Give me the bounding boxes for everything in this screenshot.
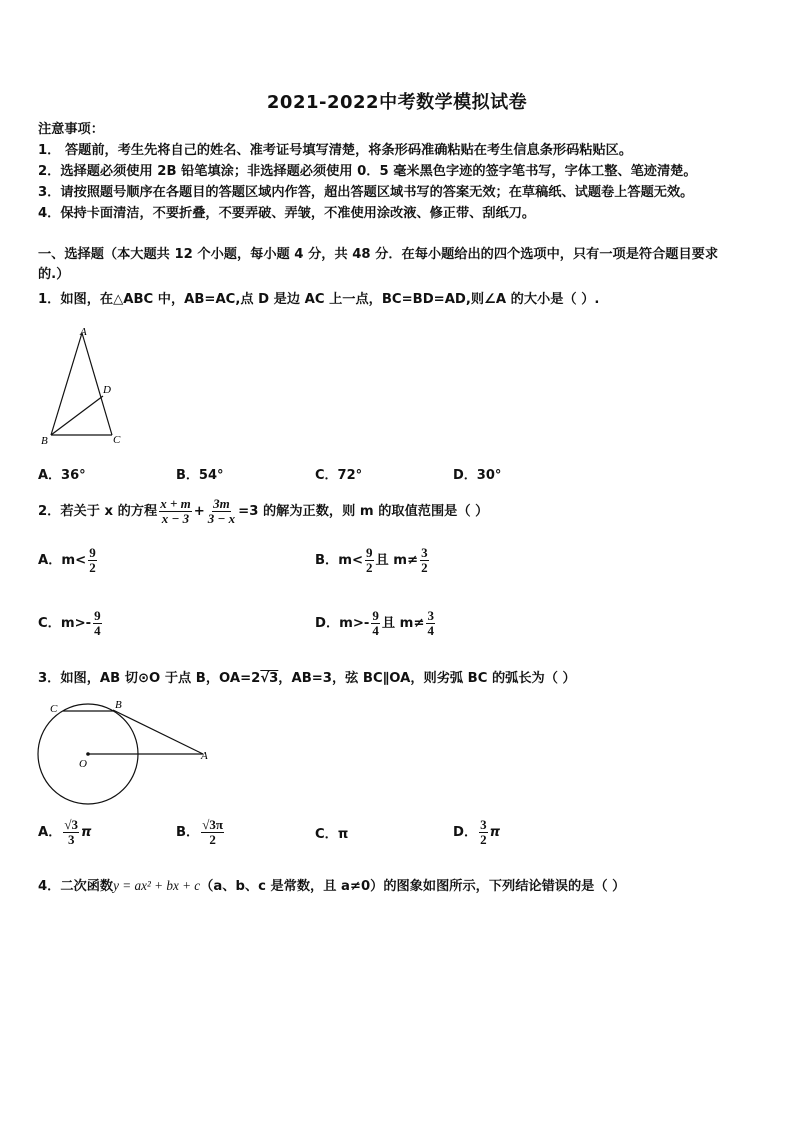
q1-option-d: D．30° [453, 468, 502, 483]
q3-optA-den: 3 [67, 832, 75, 847]
q2-option-b-mid: 且 m≠ [375, 552, 419, 568]
q3-option-a-prefix: A． [38, 824, 62, 840]
q1-segment-bd [51, 396, 103, 435]
q3-stem-pre: 3．如图，AB 切⊙O 于点 B，OA=2 [38, 671, 261, 686]
q2-plus: + [193, 503, 205, 519]
q3-optB-num: √3π [202, 817, 224, 832]
notice-item-3: 3．请按照题号顺序在各题目的答题区域内作答，超出答题区域书写的答案无效；在草稿纸、试题卷上答题无效。 [38, 185, 694, 200]
q3-center-dot [86, 752, 90, 756]
q3-stem-post: ，AB=3，弦 BC∥OA，则劣弧 BC 的弧长为（ ） [278, 671, 576, 686]
q3-label-a: A [201, 750, 208, 762]
q3-option-b [176, 818, 226, 847]
q1-stem: 1．如图，在△ABC 中，AB=AC,点 D 是边 AC 上一点，BC=BD=AD,则∠A 的大小是（ ）. [38, 292, 600, 307]
q2-frac1-denominator: x − 3 [161, 511, 190, 526]
q4-stem-pre: 4．二次函数 [38, 879, 114, 894]
q3-option-a [38, 818, 91, 847]
q2-option-a-fraction [88, 546, 97, 575]
q3-optD-num: 3 [480, 817, 487, 832]
q3-option-d-prefix: D． [453, 824, 478, 840]
q2-optB-num2: 3 [421, 545, 428, 560]
q3-option-b-prefix: B． [176, 824, 200, 840]
section-heading-cont: 的.） [38, 267, 70, 282]
q2-optA-den: 2 [89, 560, 96, 575]
q3-label-b: B [115, 699, 122, 711]
q2-optC-num: 9 [94, 608, 101, 623]
q2-optD-num: 9 [372, 608, 379, 623]
q3-option-a-pi: π [81, 824, 92, 840]
q2-option-c [38, 609, 104, 638]
q2-optD-den2: 4 [427, 623, 434, 638]
q3-sqrt3: √3 [260, 671, 279, 686]
q3-stem [38, 671, 576, 687]
q2-option-b-prefix: B．m< [315, 552, 364, 568]
q2-optD-num2: 3 [427, 608, 434, 623]
q2-stem-post: =3 的解为正数，则 m 的取值范围是（ ） [238, 503, 489, 519]
q3-option-c: C．π [315, 827, 349, 842]
q3-option-d [453, 818, 500, 847]
q3-label-o: O [79, 758, 87, 770]
q1-option-b: B．54° [176, 468, 224, 483]
q2-option-a-prefix: A．m< [38, 552, 87, 568]
q3-optB-den: 2 [209, 832, 216, 847]
notice-item-2: 2．选择题必须使用 2B 铅笔填涂；非选择题必须使用 0．5 毫米黑色字迹的签字笔书写，字体工整、笔迹清楚。 [38, 164, 697, 179]
notice-item-4: 4．保持卡面清洁，不要折叠，不要弄破、弄皱，不准使用涂改液、修正带、刮纸刀。 [38, 206, 536, 221]
q2-optB-den: 2 [366, 560, 373, 575]
q2-option-d-mid: 且 m≠ [381, 615, 425, 631]
q2-option-c-prefix: C．m>- [38, 615, 92, 631]
q4-stem-post: （a、b、c 是常数，且 a≠0）的图象如图所示，下列结论错误的是（ ） [200, 879, 626, 894]
q1-label-c: C [113, 434, 121, 446]
q2-fraction-2 [207, 497, 236, 526]
q2-frac2-numerator: 3m [213, 496, 230, 511]
q3-label-c: C [50, 703, 58, 715]
q2-option-d-fraction-1 [371, 609, 380, 638]
notice-heading: 注意事项： [38, 122, 104, 137]
q1-option-c: C．72° [315, 468, 363, 483]
q3-option-d-fraction [479, 818, 488, 847]
notice-item-1: 1． 答题前，考生先将自己的姓名、准考证号填写清楚，将条形码准确粘贴在考生信息条形码粘贴区。 [38, 143, 633, 158]
q2-optC-den: 4 [94, 623, 101, 638]
q2-stem-pre: 2．若关于 x 的方程 [38, 503, 158, 519]
q3-option-b-fraction [201, 818, 224, 847]
q2-option-b-fraction-1 [365, 546, 374, 575]
q2-option-b-fraction-2 [420, 546, 429, 575]
q2-optB-den2: 2 [421, 560, 428, 575]
q4-stem [38, 878, 625, 895]
q2-frac2-denominator: 3 − x [207, 511, 236, 526]
q2-optA-num: 9 [89, 545, 96, 560]
q1-triangle-figure [36, 323, 136, 448]
q1-label-a: A [80, 326, 87, 338]
page-title: 2021-2022中考数学模拟试卷 [266, 92, 528, 113]
q2-frac1-numerator: x + m [160, 496, 191, 511]
q1-side-ab [51, 333, 82, 435]
q3-option-d-pi: π [489, 824, 501, 840]
q2-option-d-fraction-2 [426, 609, 435, 638]
q4-formula: y = ax² + bx + c [113, 878, 201, 893]
q2-option-b [315, 546, 431, 575]
q1-label-d: D [103, 384, 111, 396]
q2-option-d [315, 609, 437, 638]
q2-fraction-1 [159, 497, 192, 526]
q3-circle-figure [30, 697, 220, 809]
q3-optD-den: 2 [480, 832, 487, 847]
q2-optD-den: 4 [372, 623, 379, 638]
q3-option-a-fraction [63, 818, 79, 847]
q3-optA-num: √3 [64, 817, 79, 832]
q3-tangent-ab [113, 710, 203, 754]
q2-option-a [38, 546, 99, 575]
q2-option-d-prefix: D．m>- [315, 615, 370, 631]
section-heading: 一、选择题（本大题共 12 个小题，每小题 4 分，共 48 分．在每小题给出的四个选项中，只有一项是符合题目要求 [38, 247, 719, 262]
q2-optB-num: 9 [366, 545, 373, 560]
q1-option-a: A．36° [38, 468, 86, 483]
q1-label-b: B [41, 435, 48, 447]
q2-option-c-fraction [93, 609, 102, 638]
q2-stem [38, 497, 488, 526]
